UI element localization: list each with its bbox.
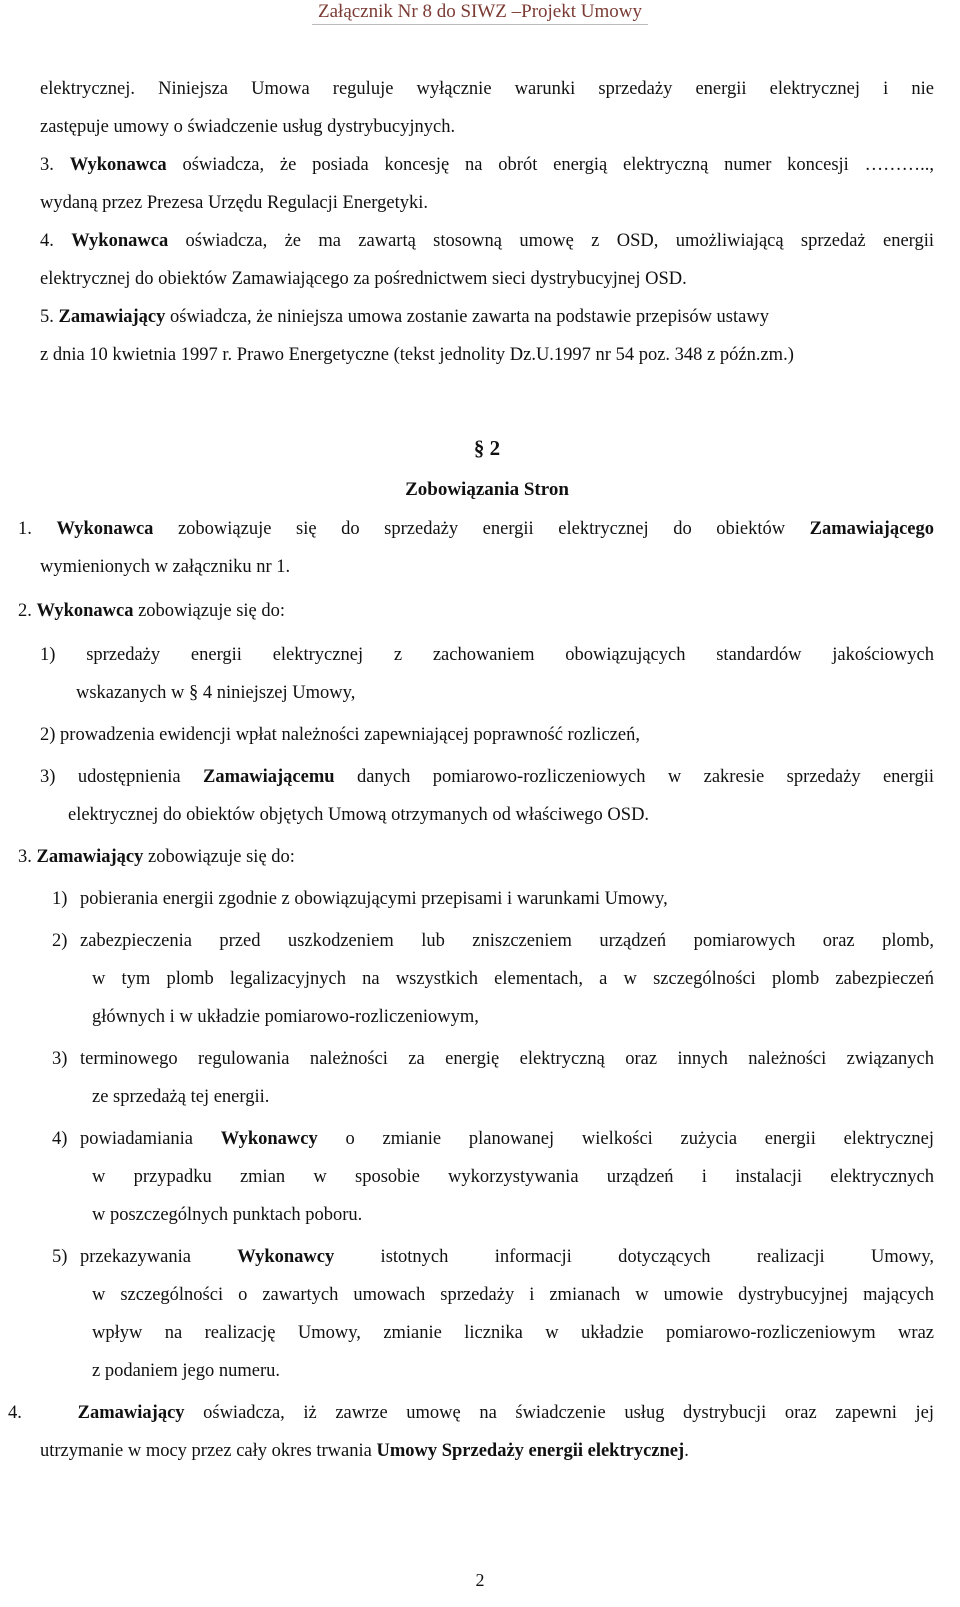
bold-term: Wykonawcy (237, 1247, 335, 1267)
point-number: 5. (40, 307, 54, 327)
item-number: 3) (40, 767, 56, 787)
bold-term: Zamawiający (36, 847, 144, 867)
paragraph-line: głównych i w układzie pomiarowo-rozliczeniowym, (92, 1007, 479, 1027)
item-text: powiadamiania (80, 1129, 221, 1149)
item-text: istotnych informacji dotyczących realizacji Umowy, (334, 1247, 935, 1267)
header-title: Załącznik Nr 8 do SIWZ –Projekt Umowy (312, 0, 648, 25)
bold-term: Wykonawca (71, 231, 169, 251)
paragraph-line: elektrycznej do obiektów objętych Umową otrzymanych od właściwego OSD. (68, 805, 650, 825)
bold-term: Umowy Sprzedaży energii elektrycznej (376, 1441, 685, 1461)
list-item (40, 758, 934, 796)
paragraph-line: w tym plomb legalizacyjnych na wszystkich elementach, a w szczególności plomb zabezpieczeń (92, 969, 934, 989)
point-text: oświadcza, iż zawrze umowę na świadczenie usług dystrybucji oraz zapewni jej (184, 1403, 935, 1423)
obligation-2 (18, 592, 934, 630)
bold-term: Wykonawcy (220, 1129, 318, 1149)
paragraph-line: w poszczególnych punktach poboru. (92, 1205, 363, 1225)
paragraph-line: w przypadku zmian w sposobie wykorzystywania urządzeń i instalacji elektrycznych (92, 1167, 934, 1187)
bold-term: Zamawiający (58, 307, 166, 327)
item-text: sprzedaży energii elektrycznej z zachowaniem obowiązujących standardów jakościowych (86, 645, 934, 665)
page-number: 2 (475, 1570, 485, 1590)
item-text: pobierania energii zgodnie z obowiązującymi przepisami i warunkami Umowy, (80, 889, 668, 909)
paragraph-line: zastępuje umowy o świadczenie usług dystrybucyjnych. (40, 117, 456, 137)
bold-term: Wykonawca (69, 155, 167, 175)
section-mark: § 2 (473, 436, 501, 460)
obligation-3 (18, 838, 934, 876)
point-3 (40, 146, 934, 184)
point-text: oświadcza, że posiada koncesję na obrót energią elektryczną numer koncesji ……….., (166, 155, 934, 175)
item-text: zabezpieczenia przed uszkodzeniem lub zniszczeniem urządzeń pomiarowych oraz plomb, (80, 931, 934, 951)
list-item (52, 922, 934, 960)
paragraph-line: w szczególności o zawartych umowach sprzedaży i zmianach w umowie dystrybucyjnej mających (92, 1285, 934, 1305)
paragraph-line (40, 1432, 934, 1470)
point-number: 3. (18, 847, 32, 867)
item-text: prowadzenia ewidencji wpłat należności zapewniającej poprawność rozliczeń, (60, 725, 640, 745)
point-number: 4. (40, 231, 54, 251)
list-item (52, 880, 934, 918)
item-number: 5) (52, 1247, 68, 1267)
point-text: utrzymanie w mocy przez cały okres trwania (40, 1441, 377, 1461)
paragraph-line: elektrycznej. Niniejsza Umowa reguluje wyłącznie warunki sprzedaży energii elektrycznej i nie (40, 79, 934, 99)
point-5 (40, 298, 934, 336)
point-text: oświadcza, że niniejsza umowa zostanie zawarta na podstawie przepisów ustawy (165, 307, 769, 327)
item-number: 4) (52, 1129, 68, 1149)
paragraph-line: z dnia 10 kwietnia 1997 r. Prawo Energetyczne (tekst jednolity Dz.U.1997 nr 54 poz. 348 z późn.zm.) (40, 345, 794, 365)
item-text: przekazywania (80, 1247, 238, 1267)
bold-term: Wykonawca (36, 601, 134, 621)
point-text: zobowiązuje się do sprzedaży energii elektrycznej do obiektów (153, 519, 810, 539)
paragraph-line: wskazanych w § 4 niniejszej Umowy, (76, 683, 356, 703)
list-item (52, 1120, 934, 1158)
section-title: Zobowiązania Stron (405, 479, 569, 500)
item-text: terminowego regulowania należności za energię elektryczną oraz innych należności związanych (80, 1049, 934, 1069)
point-number: 3. (40, 155, 54, 175)
document-body (8, 70, 935, 1470)
item-number: 1) (52, 889, 68, 909)
document-header (0, 0, 960, 24)
bold-term: Wykonawca (56, 519, 154, 539)
paragraph-line: wpływ na realizację Umowy, zmianie licznika w układzie pomiarowo-rozliczeniowym wraz (92, 1323, 934, 1343)
item-number: 1) (40, 645, 56, 665)
item-number: 3) (52, 1049, 68, 1069)
list-item (40, 636, 934, 674)
list-item (52, 1040, 934, 1078)
list-item (52, 1238, 934, 1276)
item-number: 2) (52, 931, 68, 951)
obligation-1 (18, 510, 934, 548)
item-text: udostępnienia (77, 767, 203, 787)
item-text: danych pomiarowo-rozliczeniowych w zakresie sprzedaży energii (334, 767, 935, 787)
point-number: 2. (18, 601, 32, 621)
paragraph-line: wymienionych w załączniku nr 1. (40, 557, 291, 577)
bold-term: Zamawiający (77, 1403, 185, 1423)
point-number: 4. (8, 1403, 22, 1423)
point-4 (40, 222, 934, 260)
bold-term: Zamawiającego (809, 519, 934, 539)
obligation-4 (8, 1394, 934, 1432)
item-text: o zmianie planowanej wielkości zużycia energii elektrycznej (317, 1129, 934, 1149)
paragraph-line: z podaniem jego numeru. (92, 1361, 281, 1381)
point-number: 1. (18, 519, 32, 539)
list-item (40, 716, 934, 754)
point-text: . (684, 1441, 689, 1461)
bold-term: Zamawiającemu (203, 767, 335, 787)
paragraph-line: wydaną przez Prezesa Urzędu Regulacji Energetyki. (40, 193, 428, 213)
point-text: oświadcza, że ma zawartą stosowną umowę z OSD, umożliwiającą sprzedaż energii (168, 231, 935, 251)
paragraph-line: ze sprzedażą tej energii. (92, 1087, 270, 1107)
paragraph-line: elektrycznej do obiektów Zamawiającego za pośrednictwem sieci dystrybucyjnej OSD. (40, 269, 687, 289)
point-text: zobowiązuje się do: (133, 601, 286, 621)
point-text: zobowiązuje się do: (143, 847, 295, 867)
item-number: 2) (40, 725, 56, 745)
